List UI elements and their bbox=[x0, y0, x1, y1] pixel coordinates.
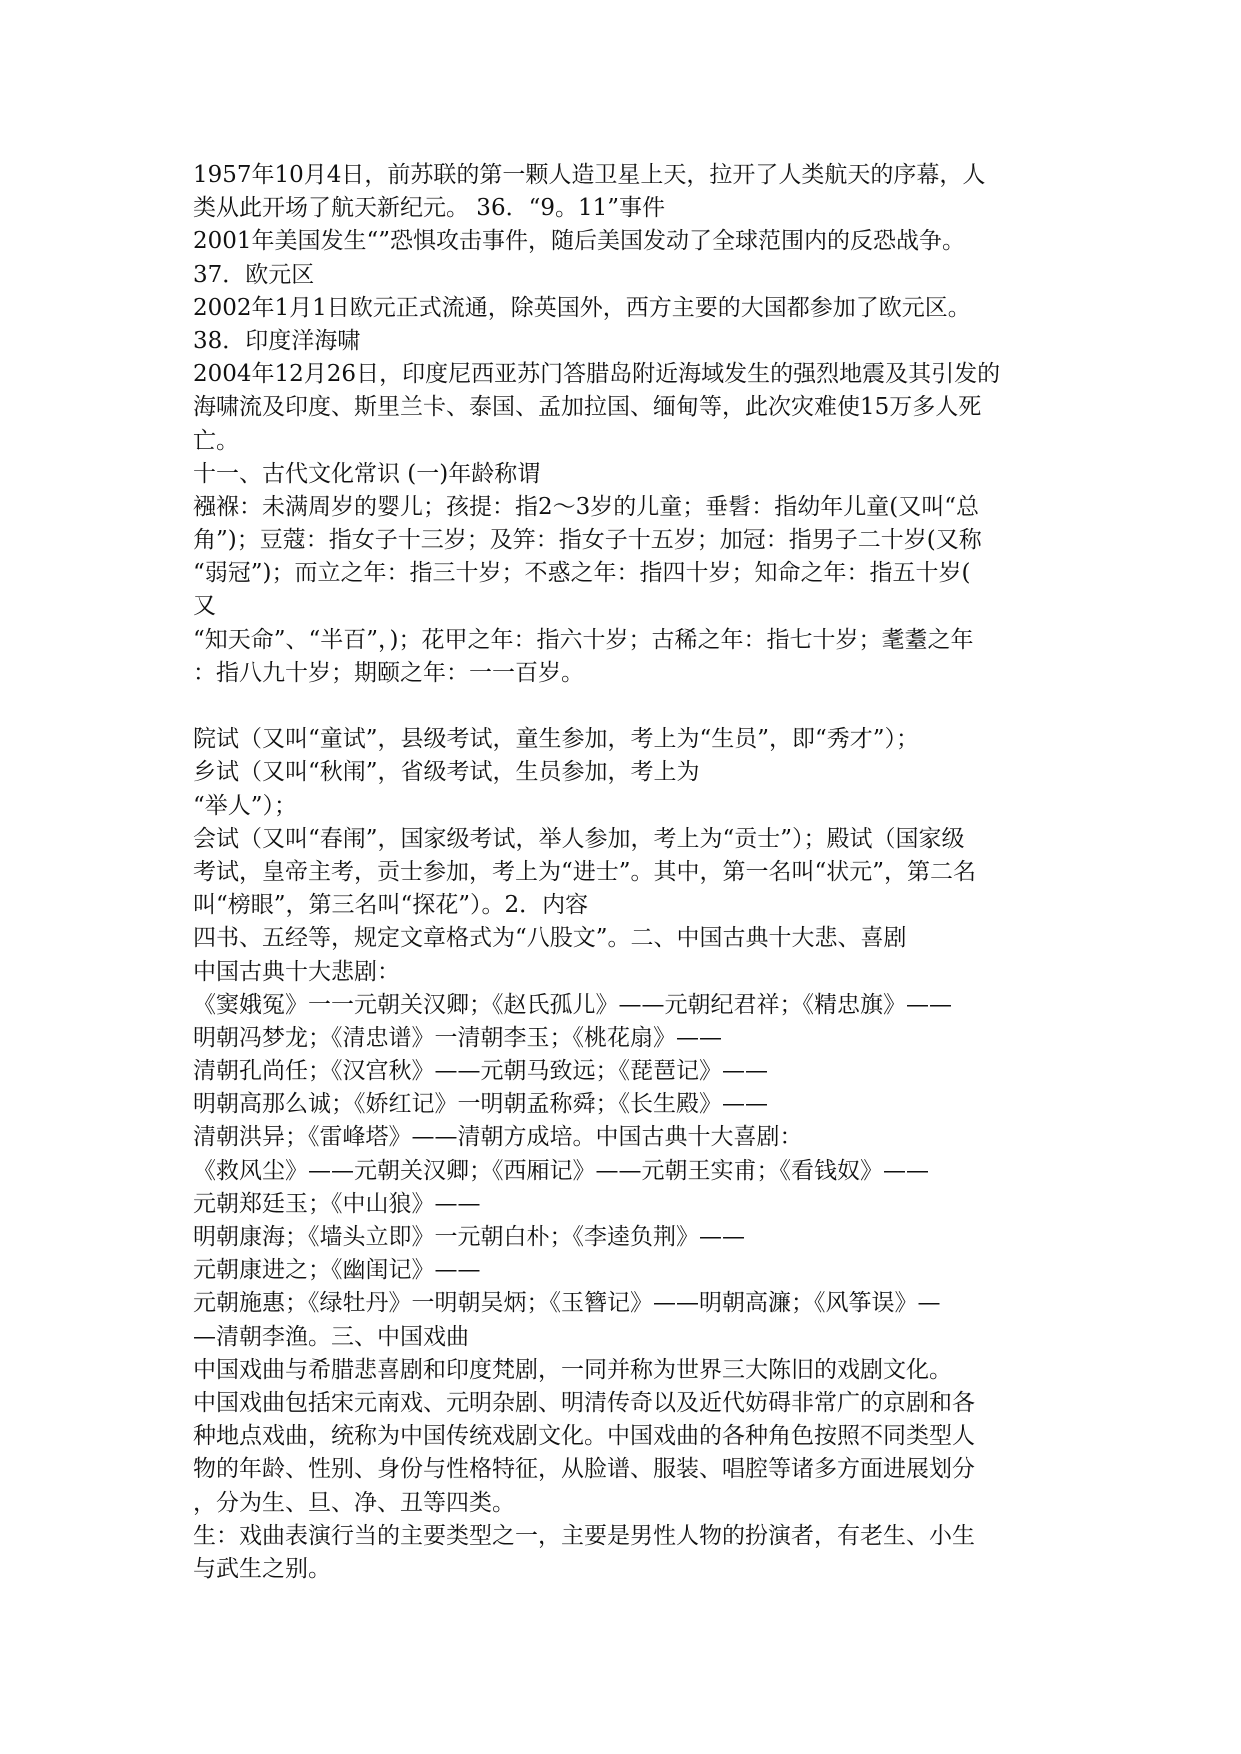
text-line: 角”)；豆蔻：指女子十三岁；及笄：指女子十五岁；加冠：指男子二十岁(又称 bbox=[193, 527, 982, 554]
text-line: 院试（又叫“童试”，县级考试，童生参加，考上为“生员”，即“秀才”）； bbox=[193, 726, 920, 753]
text-line: 1957年10月4日，前苏联的第一颗人造卫星上天，拉开了人类航天的序幕，人 bbox=[193, 162, 986, 188]
text-line: “举人”）； bbox=[193, 792, 298, 819]
text-line: 2004年12月26日，印度尼西亚苏门答腊岛附近海域发生的强烈地震及其引发的 bbox=[193, 361, 1001, 388]
document-body bbox=[193, 159, 1073, 1586]
text-line: 元朝施惠；《绿牡丹》一明朝吴炳；《玉簪记》——明朝高濂；《风筝误》— bbox=[193, 1290, 941, 1317]
text-line: 2001年美国发生“”恐惧攻击事件，随后美国发动了全球范围内的反恐战争。 bbox=[193, 228, 966, 255]
text-line: 元朝郑廷玉；《中山狼》—— bbox=[193, 1190, 481, 1217]
text-line: “知天命”、“半百”，)；花甲之年：指六十岁；古稀之年：指七十岁；耄耋之年 bbox=[193, 626, 974, 653]
text-line: 明朝高那么诚；《娇红记》一明朝孟称舜；《长生殿》—— bbox=[193, 1091, 768, 1118]
text-line: 中国戏曲包括宋元南戏、元明杂剧、明清传奇以及近代妨碍非常广的京剧和各 bbox=[193, 1389, 975, 1416]
text-line: 亡。 bbox=[193, 427, 239, 454]
text-line: 乡试（又叫“秋闱”，省级考试，生员参加，考上为 bbox=[193, 759, 700, 786]
section-heading: 十一、古代文化常识 (一)年龄称谓 bbox=[193, 460, 541, 487]
text-line: 生：戏曲表演行当的主要类型之一，主要是男性人物的扮演者，有老生、小生 bbox=[193, 1522, 975, 1549]
text-line: 2002年1月1日欧元正式流通，除英国外，西方主要的大国都参加了欧元区。 bbox=[193, 294, 971, 321]
text-line: 襁褓：未满周岁的婴儿；孩提：指2～3岁的儿童；垂髫：指幼年儿童(又叫“总 bbox=[193, 493, 979, 520]
text-line: 明朝冯梦龙；《清忠谱》一清朝李玉；《桃花扇》—— bbox=[193, 1024, 722, 1051]
text-line: 会试（又叫“春闱”，国家级考试，举人参加，考上为“贡士”）；殿试（国家级 bbox=[193, 825, 965, 852]
text-line: 明朝康海；《墙头立即》一元朝白朴；《李逵负荆》—— bbox=[193, 1224, 745, 1250]
text-line: ：指八九十岁；期颐之年：一一百岁。 bbox=[193, 659, 584, 686]
text-line: 考试，皇帝主考，贡士参加，考上为“进士”。其中，第一名叫“状元”，第二名 bbox=[193, 858, 977, 885]
text-line: 海啸流及印度、斯里兰卡、泰国、孟加拉国、缅甸等，此次灾难使15万多人死 bbox=[193, 394, 982, 421]
text-line: 中国戏曲与希腊悲喜剧和印度梵剧，一同并称为世界三大陈旧的戏剧文化。 bbox=[193, 1356, 952, 1383]
text-line: 四书、五经等，规定文章格式为“八股文”。二、中国古典十大悲、喜剧 bbox=[193, 925, 907, 952]
text-line: 物的年龄、性别、身份与性格特征，从脸谱、服装、唱腔等诸多方面进展划分 bbox=[193, 1456, 975, 1483]
text-line: 《窦娥冤》一一元朝关汉卿；《赵氏孤儿》——元朝纪君祥；《精忠旗》—— bbox=[193, 991, 952, 1018]
text-line: ，分为生、旦、净、丑等四类。 bbox=[193, 1489, 515, 1516]
text-line: 种地点戏曲，统称为中国传统戏剧文化。中国戏曲的各种角色按照不同类型人 bbox=[193, 1423, 975, 1450]
text-line: 类从此开场了航天新纪元。 36．“9。11”事件 bbox=[193, 195, 665, 222]
text-line: 清朝孔尚任；《汉宫秋》——元朝马致远；《琵琶记》—— bbox=[193, 1058, 768, 1085]
text-line: 叫“榜眼”，第三名叫“探花”）。2．内容 bbox=[193, 892, 589, 919]
text-line: 与武生之别。 bbox=[193, 1555, 331, 1582]
blank-line bbox=[193, 690, 1073, 723]
text-line: 元朝康进之；《幽闺记》—— bbox=[193, 1257, 481, 1284]
text-line: 37．欧元区 bbox=[193, 261, 315, 288]
text-line: 又 bbox=[193, 593, 216, 620]
text-line: 《救风尘》——元朝关汉卿；《西厢记》——元朝王实甫；《看钱奴》—— bbox=[193, 1157, 929, 1184]
text-line: “弱冠”)；而立之年：指三十岁；不惑之年：指四十岁；知命之年：指五十岁( bbox=[193, 560, 971, 587]
text-line: 38．印度洋海啸 bbox=[193, 327, 361, 354]
text-line: 清朝洪异；《雷峰塔》——清朝方成培。中国古典十大喜剧： bbox=[193, 1124, 803, 1151]
text-line: —清朝李渔。三、中国戏曲 bbox=[193, 1323, 469, 1350]
text-line: 中国古典十大悲剧： bbox=[193, 958, 400, 985]
